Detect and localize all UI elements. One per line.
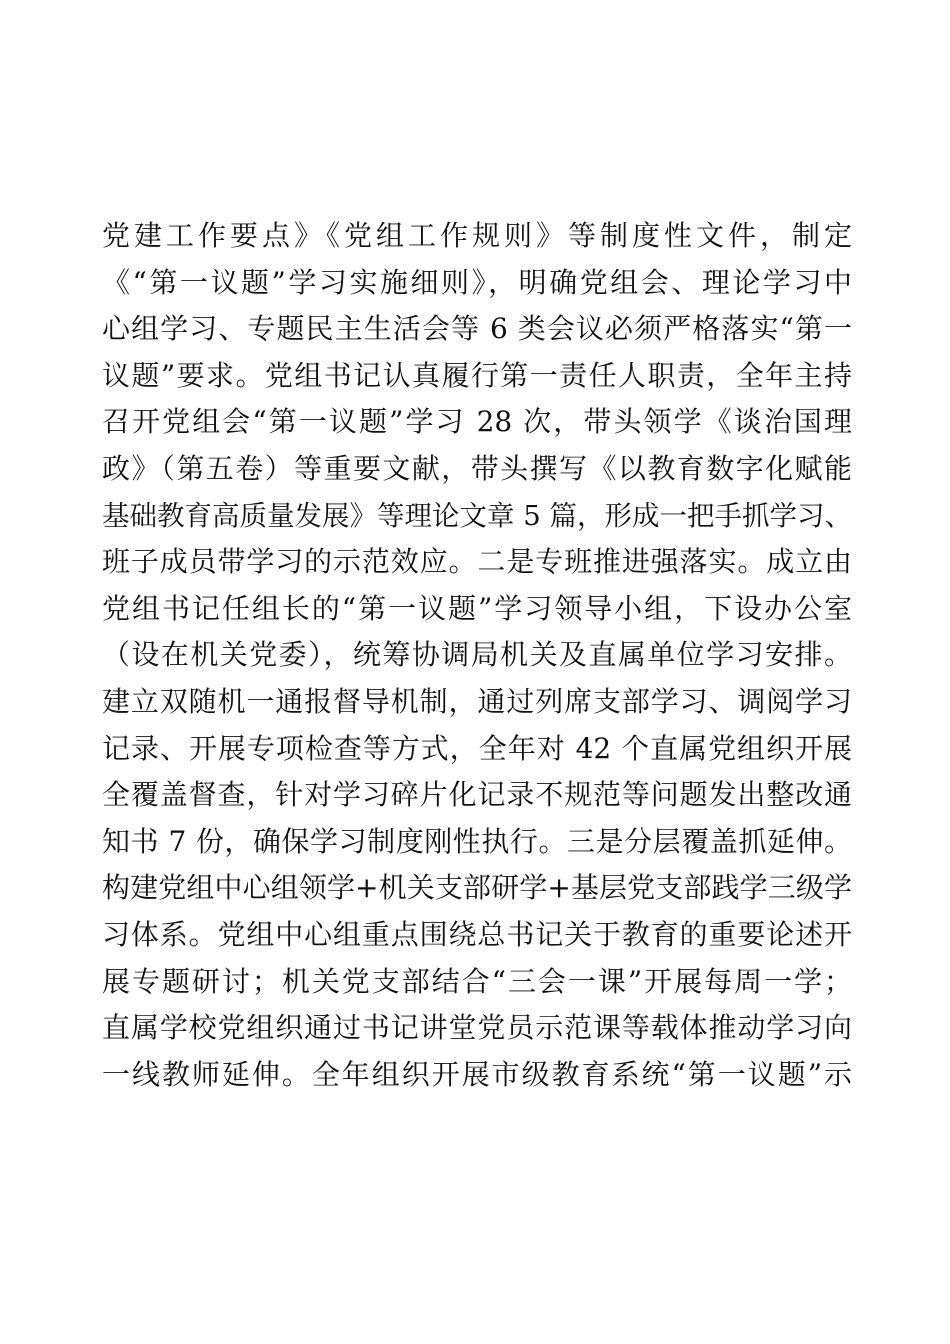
- body-paragraph: [102, 213, 852, 1098]
- text-line: 一线教师延伸。全年组织开展市级教育系统“第一议题”示: [102, 1057, 852, 1091]
- text-line: 心组学习、专题民主生活会等 6 类会议必须严格落实“第一: [102, 312, 852, 346]
- text-line: 党组书记任组长的“第一议题”学习领导小组，下设办公室: [102, 591, 852, 625]
- text-line: 记录、开展专项检查等方式，全年对 42 个直属党组织开展: [102, 731, 852, 765]
- text-line: 建立双随机一通报督导机制，通过列席支部学习、调阅学习: [102, 684, 852, 718]
- text-line: （设在机关党委），统筹协调局机关及直属单位学习安排。: [102, 638, 852, 672]
- text-line: 班子成员带学习的示范效应。二是专班推进强落实。成立由: [102, 545, 852, 579]
- text-line: 《“第一议题”学习实施细则》，明确党组会、理论学习中: [102, 265, 852, 299]
- text-line: 直属学校党组织通过书记讲堂党员示范课等载体推动学习向: [102, 1011, 852, 1045]
- text-line: 展专题研讨；机关党支部结合“三会一课”开展每周一学；: [102, 964, 852, 998]
- text-line: 议题”要求。党组书记认真履行第一责任人职责，全年主持: [102, 358, 852, 392]
- text-line: 习体系。党组中心组重点围绕总书记关于教育的重要论述开: [102, 917, 852, 951]
- text-line: 基础教育高质量发展》等理论文章 5 篇，形成一把手抓学习、: [102, 499, 852, 532]
- text-line: 召开党组会“第一议题”学习 28 次，带头领学《谈治国理: [102, 405, 852, 439]
- text-line: 构建党组中心组领学+机关支部研学+基层党支部践学三级学: [102, 871, 852, 905]
- text-line: 全覆盖督查，针对学习碎片化记录不规范等问题发出整改通: [102, 778, 852, 812]
- text-line: 知书 7 份，确保学习制度刚性执行。三是分层覆盖抓延伸。: [102, 824, 852, 858]
- text-line: 党建工作要点》《党组工作规则》等制度性文件，制定: [102, 219, 852, 252]
- text-line: 政》（第五卷）等重要文献，带头撰写《以教育数字化赋能: [102, 451, 852, 485]
